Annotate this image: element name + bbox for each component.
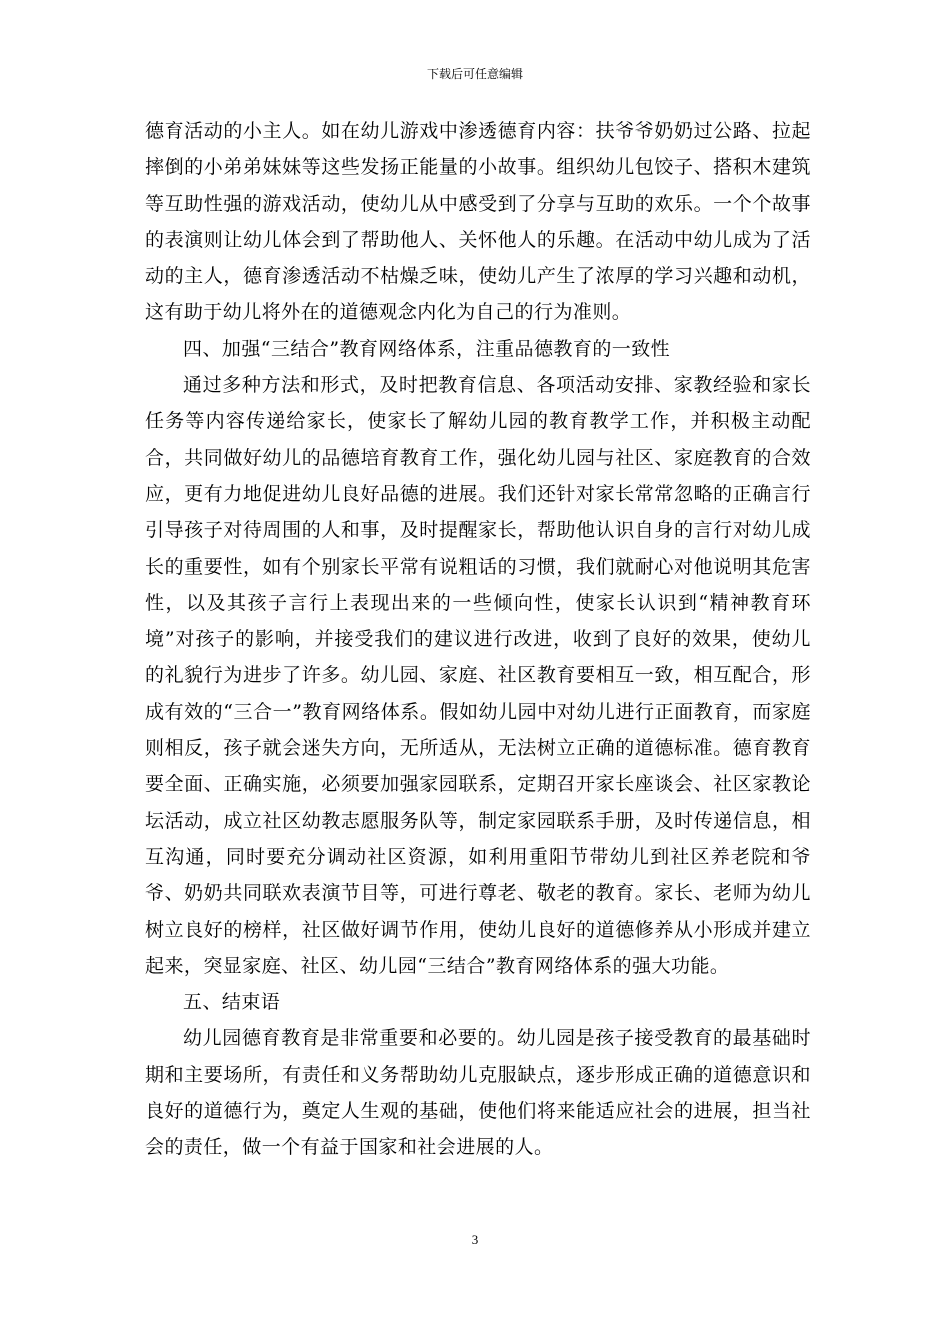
paragraph-section-five: 幼儿园德育教育是非常重要和必要的。幼儿园是孩子接受教育的最基础时期和主要场所，有责任和义务帮助幼儿克服缺点，逐步形成正确的道德意识和良好的道德行为，奠定人生观的基础，使他们将来能适应社会的进展，担当社会的责任，做一个有益于国家和社会进展的人。 [145, 1027, 811, 1159]
paragraph-continued: 德育活动的小主人。如在幼儿游戏中渗透德育内容：扶爷爷奶奶过公路、拉起摔倒的小弟弟妹妹等这些发扬正能量的小故事。组织幼儿包饺子、搭积木建筑等互助性强的游戏活动，使幼儿从中感受到了分享与互助的欢乐。一个个故事的表演则让幼儿体会到了帮助他人、关怀他人的乐趣。在活动中幼儿成为了活动的主人，德育渗透活动不枯燥乏味，使幼儿产生了浓厚的学习兴趣和动机，这有助于幼儿将外在的道德观念内化为自己的行为准则。 [145, 120, 811, 324]
paragraph-section-four: 通过多种方法和形式，及时把教育信息、各项活动安排、家教经验和家长任务等内容传递给家长，使家长了解幼儿园的教育教学工作，并积极主动配合，共同做好幼儿的品德培育教育工作，强化幼儿园与社区、家庭教育的合效应，更有力地促进幼儿良好品德的进展。我们还针对家长常常忽略的正确言行引导孩子对待周围的人和事，及时提醒家长，帮助他认识自身的言行对幼儿成长的重要性，如有个别家长平常有说粗话的习惯，我们就耐心对他说明其危害性，以及其孩子言行上表现出来的一些倾向性，使家长认识到“精神教育环境”对孩子的影响，并接受我们的建议进行改进，收到了良好的效果，使幼儿的礼貌行为进步了许多。幼儿园、家庭、社区教育要相互一致，相互配合，形成有效的“三合一”教育网络体系。假如幼儿园中对幼儿进行正面教育，而家庭则相反，孩子就会迷失方向，无所适从，无法树立正确的道德标准。德育教育要全面、正确实施，必须要加强家园联系，定期召开家长座谈会、社区家教论坛活动，成立社区幼教志愿服务队等，制定家园联系手册，及时传递信息，相互沟通，同时要充分调动社区资源，如利用重阳节带幼儿到社区养老院和爷爷、奶奶共同联欢表演节目等，可进行尊老、敬老的教育。家长、老师为幼儿树立良好的榜样，社区做好调节作用，使幼儿良好的道德修养从小形成并建立起来，突显家庭、社区、幼儿园“三结合”教育网络体系的强大功能。 [145, 374, 811, 977]
section-heading-four: 四、加强“三结合”教育网络体系，注重品德教育的一致性 [183, 337, 671, 360]
page-header: 下载后可任意编辑 [426, 67, 523, 81]
section-heading-five: 五、结束语 [183, 991, 281, 1014]
document-body [145, 113, 811, 1166]
page-number: 3 [471, 1232, 479, 1247]
